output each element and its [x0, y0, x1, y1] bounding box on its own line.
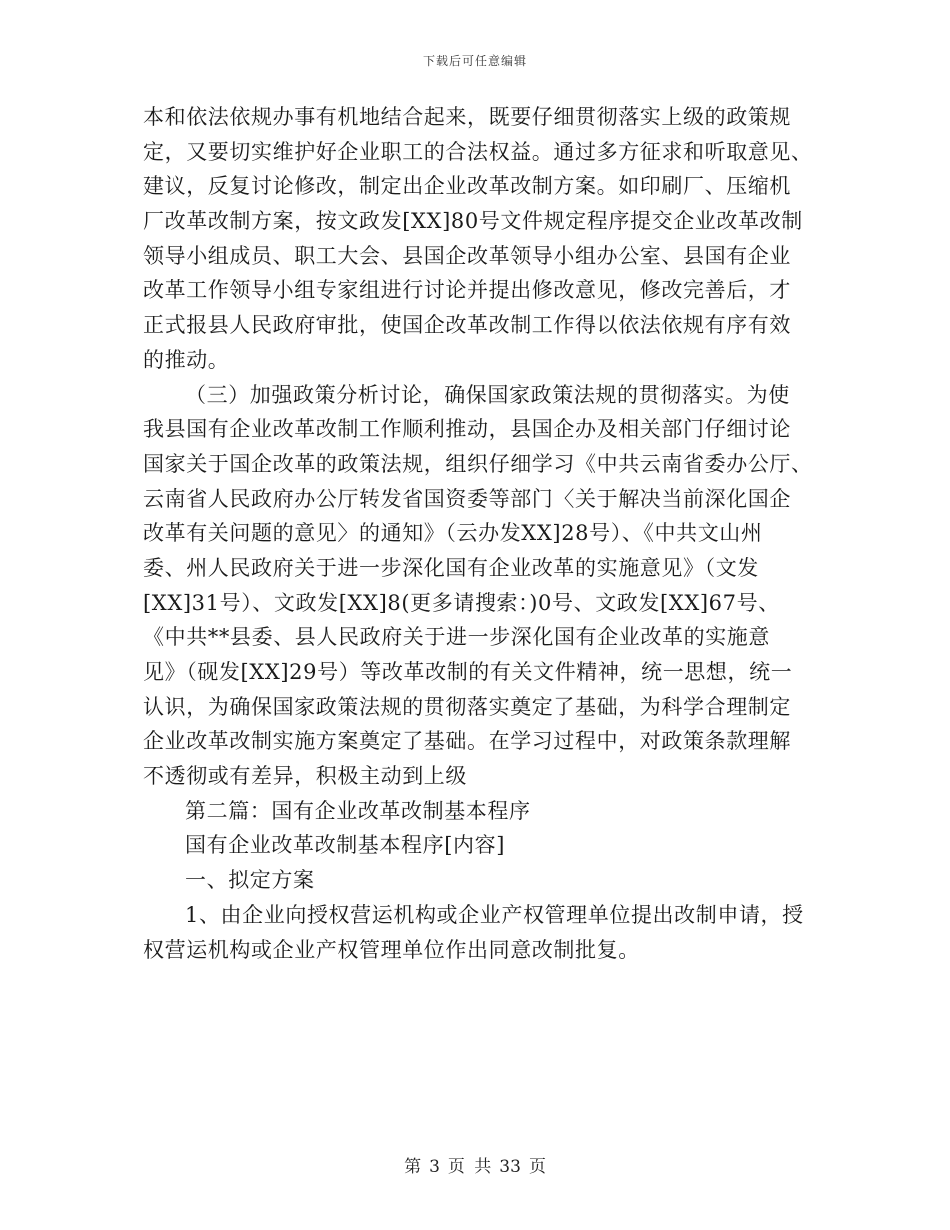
- text-line: 不透彻或有差异，积极主动到上级: [143, 764, 467, 789]
- text-line: 本和依法依规办事有机地结合起来，既要仔细贯彻落实上级的政策规: [143, 105, 791, 129]
- paragraph-start-line: （三）加强政策分析讨论，确保国家政策法规的贯彻落实。为使: [185, 382, 790, 407]
- text-line: [XX]31号）、文政发[XX]8(更多请搜索：)0号、文政发[XX]67号、: [143, 590, 780, 615]
- text-line: 委、州人民政府关于进一步深化国有企业改革的实施意见》（文发: [143, 555, 759, 580]
- page-number: 3: [429, 1157, 440, 1177]
- section-item-heading: 一、拟定方案: [185, 868, 315, 893]
- footer-prefix: 第: [404, 1157, 422, 1177]
- footer-mid: 页 共: [447, 1157, 492, 1177]
- text-line: 权营运机构或企业产权管理单位作出同意改制批复。: [143, 937, 640, 962]
- footer-suffix: 页: [528, 1157, 546, 1177]
- text-line: 我县国有企业改革改制工作顺利推动，县国企办及相关部门仔细讨论: [143, 417, 791, 442]
- text-line: 正式报县人民政府审批，使国企改革改制工作得以依法依规有序有效: [143, 313, 791, 338]
- text-line: 《中共**县委、县人民政府关于进一步深化国有企业改革的实施意: [143, 625, 770, 650]
- text-line: 建议，反复讨论修改，制定出企业改革改制方案。如印刷厂、压缩机: [143, 174, 791, 199]
- text-line: 认识，为确保国家政策法规的贯彻落实奠定了基础，为科学合理制定: [143, 694, 791, 719]
- page-header: 下载后可任意编辑: [422, 54, 527, 68]
- text-line: 的推动。: [143, 347, 230, 372]
- section-subheading: 国有企业改革改制基本程序[内容]: [185, 833, 505, 858]
- text-line: 云南省人民政府办公厅转发省国资委等部门〈关于解决当前深化国企: [143, 486, 791, 511]
- text-line: 厂改革改制方案，按文政发[XX]80号文件规定程序提交企业改革改制: [143, 209, 803, 234]
- text-line: 定，又要切实维护好企业职工的合法权益。通过多方征求和听取意见、: [143, 139, 813, 164]
- page-footer: [0, 1152, 950, 1177]
- text-line: 企业改革改制实施方案奠定了基础。在学习过程中，对政策条款理解: [143, 729, 791, 754]
- document-body: [143, 100, 811, 967]
- text-line: 改革有关问题的意见〉的通知》（云办发XX]28号）、《中共文山州: [143, 521, 763, 546]
- text-line: 领导小组成员、职工大会、县国企改革领导小组办公室、县国有企业: [143, 243, 791, 268]
- section-heading: 第二篇：国有企业改革改制基本程序: [185, 798, 531, 823]
- total-pages: 33: [499, 1157, 521, 1177]
- text-line: 改革工作领导小组专家组进行讨论并提出修改意见，修改完善后，才: [143, 278, 791, 303]
- text-line: 国家关于国企改革的政策法规，组织仔细学习《中共云南省委办公厅、: [143, 451, 813, 476]
- paragraph-start-line: 1、由企业向授权营运机构或企业产权管理单位提出改制申请，授: [185, 902, 804, 927]
- text-line: 见》（砚发[XX]29号）等改革改制的有关文件精神，统一思想，统一: [143, 660, 793, 684]
